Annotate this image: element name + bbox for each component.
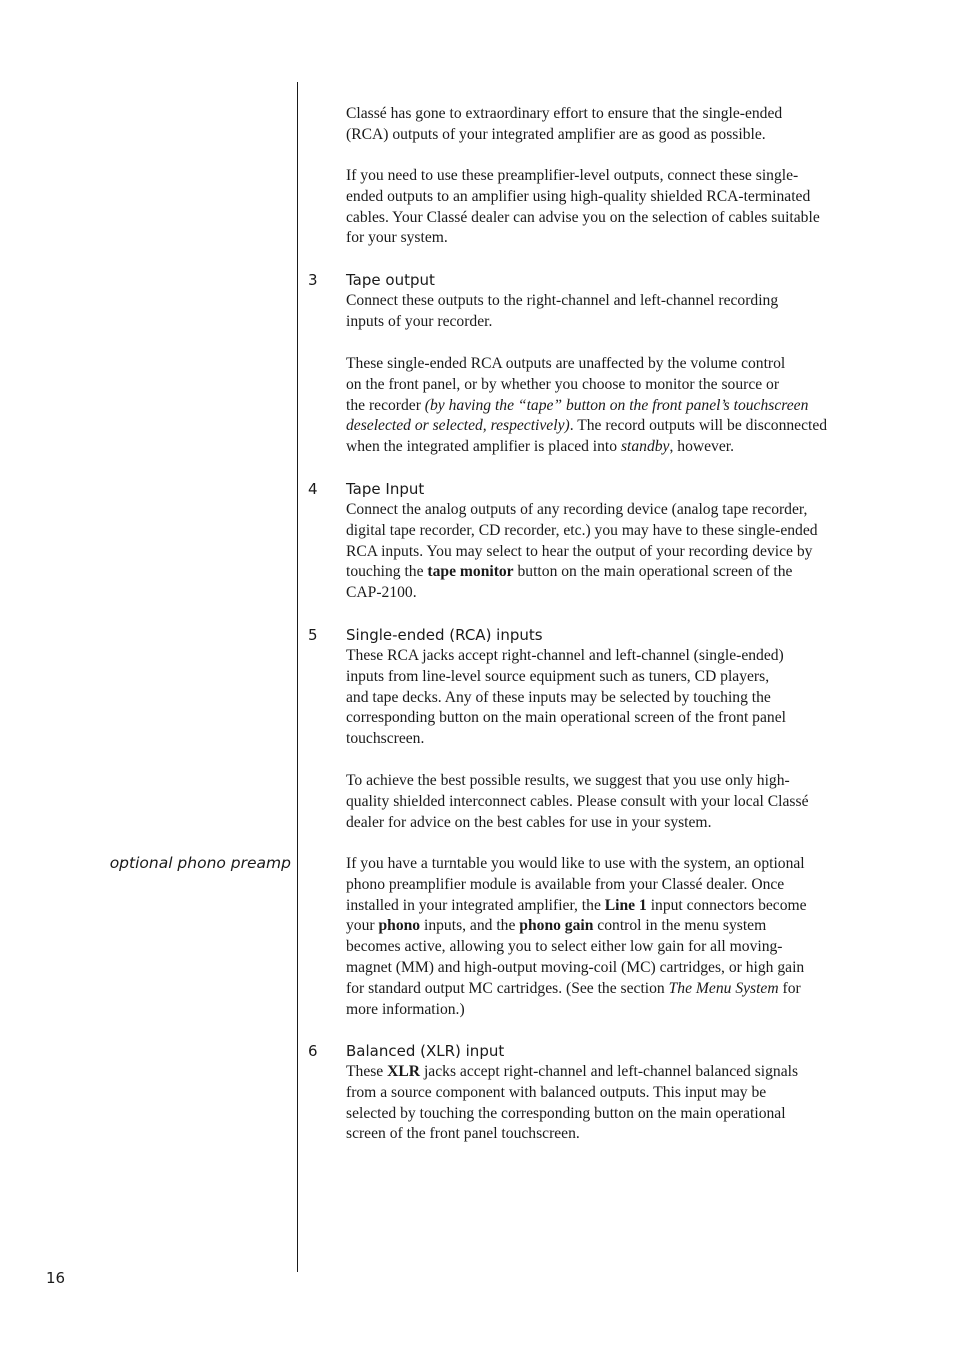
section-title: Tape Input	[346, 480, 425, 498]
section-number: 6	[308, 1042, 318, 1060]
section-title: Balanced (XLR) input	[346, 1042, 505, 1060]
section-number: 5	[308, 626, 318, 644]
page-number: 16	[46, 1269, 66, 1287]
tape-output-paragraph-2: These single-ended RCA outputs are unaffected by the volume control on the front panel, or by whether you choose to monitor the source or the recorder (by having the “tape” button on the front panel’s touchscreen deselected or selected, respectively). The record outputs will be disconnected when the integrated amplifier is placed into standby, however.	[346, 355, 828, 456]
intro-paragraph-1: Classé has gone to extraordinary effort to ensure that the single-ended (RCA) outputs of your integrated amplifier are as good as possible.	[346, 105, 783, 143]
section-number: 4	[308, 480, 318, 498]
intro-paragraph-2: If you need to use these preamplifier-level outputs, connect these single- ended outputs to an amplifier using high-quality shielded RCA-terminated cables. Your Classé dealer can advise you on the selection of cables suitable for your system.	[346, 167, 820, 247]
phono-paragraph: If you have a turntable you would like to use with the system, an optional phono preamplifier module is available from your Classé dealer. Once installed in your integrated amplifier, the Line 1 input connectors become your phono inputs, and the phono gain control in the menu system becomes active, allowing you to select either low gain for all moving- magnet (MM) and high-output moving-coil (MC) cartridges, or high gain for standard output MC cartridges. (See the section The Menu System for more information.)	[346, 855, 807, 1018]
balanced-paragraph: These XLR jacks accept right-channel and left-channel balanced signals from a source component with balanced outputs. This input may be selected by touching the corresponding button on the main operational screen of the front panel touchscreen.	[346, 1063, 799, 1143]
tape-input-paragraph: Connect the analog outputs of any recording device (analog tape recorder, digital tape recorder, CD recorder, etc.) you may have to these single-ended RCA inputs. You may select to hear the output of your recording device by touching the tape monitor button on the main operational screen of the CAP-2100.	[346, 501, 818, 602]
single-ended-paragraph-2: To achieve the best possible results, we suggest that you use only high- quality shielded interconnect cables. Please consult with your local Classé dealer for advice on the best cables for use in your system.	[346, 772, 809, 831]
tape-output-paragraph-1: Connect these outputs to the right-channel and left-channel recording inputs of your recorder.	[346, 292, 779, 330]
margin-rule	[297, 82, 298, 1272]
side-heading-phono-preamp: optional phono preamp	[109, 854, 291, 872]
single-ended-paragraph-1: These RCA jacks accept right-channel and left-channel (single-ended) inputs from line-level source equipment such as tuners, CD players, and tape decks. Any of these inputs may be selected by touching the corresponding button on the main operational screen of the front panel touchscreen.	[346, 647, 786, 748]
section-title: Single-ended (RCA) inputs	[346, 626, 543, 644]
section-title: Tape output	[346, 271, 435, 289]
section-number: 3	[308, 271, 318, 289]
